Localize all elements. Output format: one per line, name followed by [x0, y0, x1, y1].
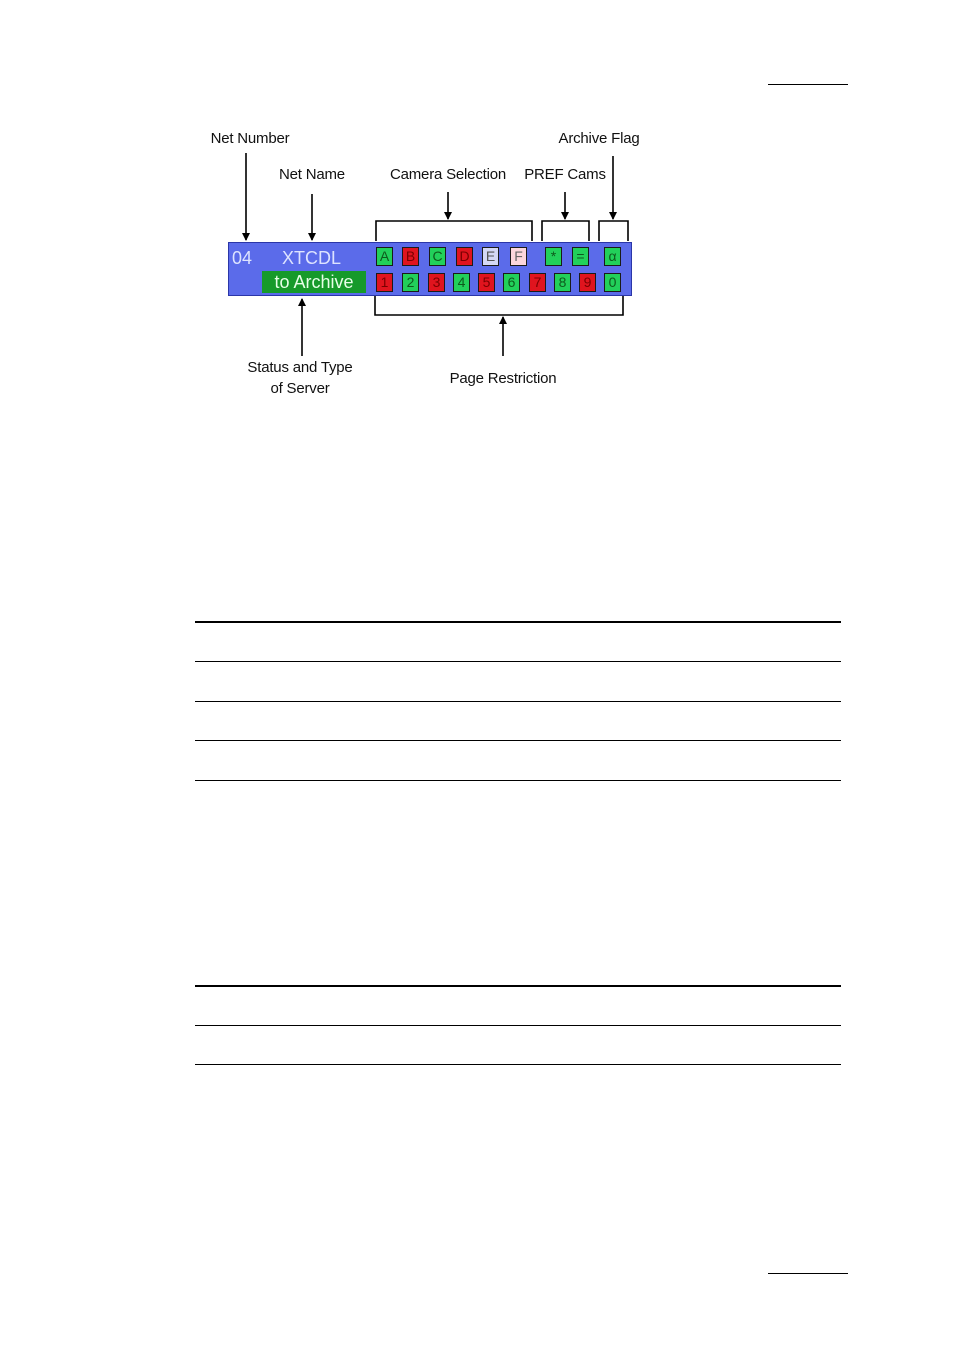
net-number-value: 04 [232, 248, 253, 268]
camera-cell-b: B [402, 247, 419, 266]
server-status-badge: to Archive [262, 271, 366, 293]
page-restriction-bracket [375, 296, 623, 315]
table2-top-rule [195, 985, 841, 987]
net-name-value: XTCDL [282, 248, 342, 268]
net-name-label: Net Name [279, 166, 345, 183]
camera-cell-e: E [482, 247, 499, 266]
table1-row-rule [195, 740, 841, 741]
table1-row-rule [195, 661, 841, 662]
page-cell-9: 9 [579, 273, 596, 292]
table2-bottom-rule [195, 1064, 841, 1065]
page-cell-0: 0 [604, 273, 621, 292]
table1-row-rule [195, 701, 841, 702]
camera-cell-a: A [376, 247, 393, 266]
camera-cell-f: F [510, 247, 527, 266]
camera-selection-bracket [376, 221, 532, 241]
archive-flag-cell: α [604, 247, 621, 266]
net-number-label: Net Number [210, 130, 290, 147]
table1-top-rule [195, 621, 841, 623]
page-cell-7: 7 [529, 273, 546, 292]
archive-flag-label: Archive Flag [558, 130, 640, 147]
page-cell-8: 8 [554, 273, 571, 292]
status-type-label-line1: Status and Type [247, 359, 353, 376]
page-cell-5: 5 [478, 273, 495, 292]
pref-cam-cell-equals: = [572, 247, 589, 266]
page-cell-2: 2 [402, 273, 419, 292]
pref-cam-cell-star: * [545, 247, 562, 266]
pref-cams-bracket [542, 221, 589, 241]
camera-cell-c: C [429, 247, 446, 266]
page-restriction-label: Page Restriction [449, 370, 557, 387]
page-cell-3: 3 [428, 273, 445, 292]
table1-bottom-rule [195, 780, 841, 781]
page-cell-4: 4 [453, 273, 470, 292]
page-cell-1: 1 [376, 273, 393, 292]
camera-cell-d: D [456, 247, 473, 266]
page-cell-6: 6 [503, 273, 520, 292]
status-type-label-line2: of Server [270, 380, 330, 397]
pref-cams-label: PREF Cams [524, 166, 606, 183]
table2-row-rule [195, 1025, 841, 1026]
camera-selection-label: Camera Selection [389, 166, 507, 183]
archive-flag-bracket [599, 221, 628, 241]
